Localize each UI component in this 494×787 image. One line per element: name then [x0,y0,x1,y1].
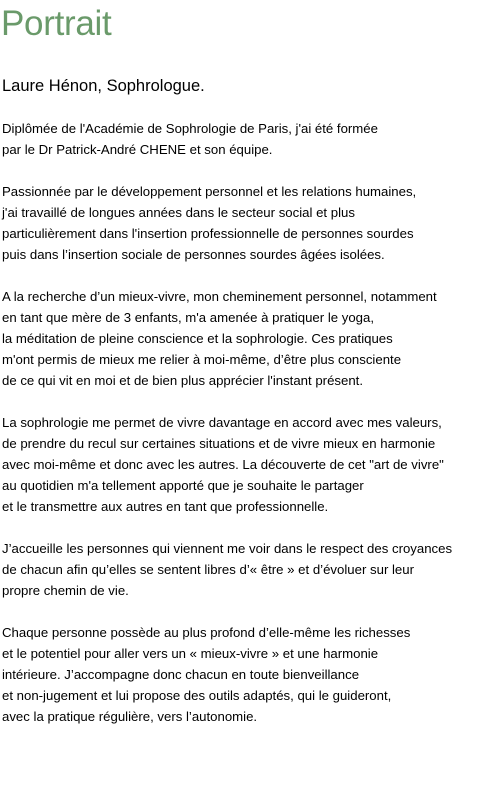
paragraph-line: de ce qui vit en moi et de bien plus apprécier l'instant présent. [2,373,363,388]
paragraph-line: Diplômée de l'Académie de Sophrologie de Paris, j'ai été formée [2,121,378,136]
page-subtitle: Laure Hénon, Sophrologue. [2,77,205,95]
paragraph-line: A la recherche d’un mieux-vivre, mon cheminement personnel, notamment [2,289,437,304]
paragraph [2,622,494,727]
paragraph-line: particulièrement dans l'insertion professionnelle de personnes sourdes [2,226,414,241]
paragraph-line: j'ai travaillé de longues années dans le secteur social et plus [2,205,355,220]
paragraph [2,412,494,517]
paragraph-line: et le transmettre aux autres en tant que professionnelle. [2,499,329,514]
paragraph [2,286,494,391]
paragraph-line: Chaque personne possède au plus profond d’elle-même les richesses [2,625,411,640]
paragraph-line: et le potentiel pour aller vers un « mieux-vivre » et une harmonie [2,646,379,661]
paragraph-line: de chacun afin qu’elles se sentent libres d’« être » et d’évoluer sur leur [2,562,414,577]
paragraph [2,118,494,160]
paragraph-line: J’accueille les personnes qui viennent me voir dans le respect des croyances [2,541,453,556]
paragraph-line: puis dans l’insertion sociale de personnes sourdes âgées isolées. [2,247,385,262]
paragraph-line: avec la pratique régulière, vers l’autonomie. [2,709,258,724]
body-text [2,118,494,748]
page-title: Portrait [1,4,112,43]
paragraph-line: de prendre du recul sur certaines situations et de vivre mieux en harmonie [2,436,436,451]
paragraph [2,538,494,601]
paragraph-line: La sophrologie me permet de vivre davantage en accord avec mes valeurs, [2,415,442,430]
paragraph-line: Passionnée par le développement personnel et les relations humaines, [2,184,417,199]
paragraph-line: au quotidien m'a tellement apporté que je souhaite le partager [2,478,364,493]
paragraph [2,181,494,265]
paragraph-line: en tant que mère de 3 enfants, m'a amenée à pratiquer le yoga, [2,310,375,325]
paragraph-line: la méditation de pleine conscience et la sophrologie. Ces pratiques [2,331,393,346]
paragraph-line: et non-jugement et lui propose des outils adaptés, qui le guideront, [2,688,392,703]
paragraph-line: par le Dr Patrick-André CHENE et son équipe. [2,142,273,157]
paragraph-line: avec moi-même et donc avec les autres. La découverte de cet "art de vivre" [2,457,444,472]
paragraph-line: m'ont permis de mieux me relier à moi-même, d’être plus consciente [2,352,402,367]
paragraph-line: propre chemin de vie. [2,583,129,598]
paragraph-line: intérieure. J’accompagne donc chacun en toute bienveillance [2,667,360,682]
